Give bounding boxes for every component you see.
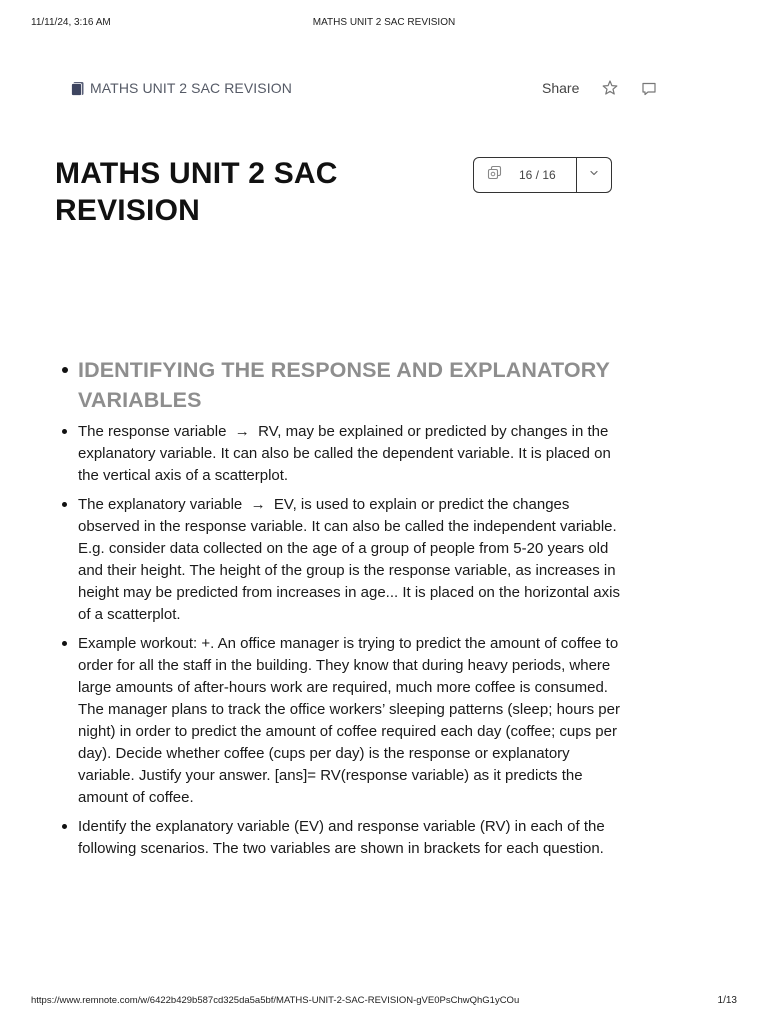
document-content — [62, 355, 622, 867]
flashcard-options-dropdown[interactable] — [576, 158, 611, 192]
print-url: https://www.remnote.com/w/6422b429b587cd325da5a5bf/MATHS-UNIT-2-SAC-REVISION-gVE0PsChwQhG1yCOu — [31, 995, 520, 1006]
list-item-text: The explanatory variable → EV, is used to explain or predict the changes observed in the response variable. It can also be called the independent variable. E.g. consider data collected on the age of a group of people from 5-20 years old and their height. The height of the group is the response variable, as increases in height may be predicted from increases in age... It is placed on the horizontal axis of a scatterplot. — [78, 496, 620, 623]
bullet — [62, 641, 67, 646]
list-item[interactable] — [62, 494, 622, 626]
bullet — [62, 429, 67, 434]
flashcard-counter — [473, 157, 612, 193]
flashcard-practice-button[interactable] — [474, 158, 576, 192]
document-icon — [70, 81, 85, 96]
comment-icon — [640, 86, 658, 101]
document-breadcrumb[interactable] — [70, 80, 292, 96]
list-item-text: Identify the explanatory variable (EV) and response variable (RV) in each of the following scenarios. The two variables are shown in brackets for each question. — [78, 818, 605, 857]
flashcard-count: 16 / 16 — [519, 168, 556, 182]
list-item-text: The response variable → RV, may be explained or predicted by changes in the explanatory variable. It can also be called the dependent variable. It is placed on the vertical axis of a scatterplot. — [78, 423, 611, 484]
favorite-button[interactable] — [601, 79, 619, 97]
print-page-number: 1/13 — [717, 995, 737, 1006]
list-item[interactable] — [62, 816, 622, 860]
breadcrumb-doc-name: MATHS UNIT 2 SAC REVISION — [90, 80, 292, 96]
share-button[interactable]: Share — [542, 80, 580, 96]
print-footer — [0, 995, 768, 1009]
bullet — [62, 502, 67, 507]
bullet — [62, 824, 67, 829]
document-toolbar — [70, 78, 660, 100]
star-icon — [601, 85, 619, 100]
page-title: MATHS UNIT 2 SAC REVISION — [55, 157, 338, 227]
bullet-list — [62, 421, 622, 860]
chevron-down-icon — [588, 166, 600, 184]
list-item-text: Example workout: +. An office manager is trying to predict the amount of coffee to order for all the staff in the building. They know that during heavy periods, where large amounts of after-hours work are required, much more coffee is consumed. The manager plans to track the office workers’ sleeping patterns (sleep; hours per night) in order to predict the amount of coffee required each day (coffee; cups per day). Decide whether coffee (cups per day) is the response or explanatory variable. Justify your answer. [ans]= RV(response variable) as it predicts the amount of coffee. — [78, 635, 620, 806]
bullet — [62, 367, 68, 373]
list-item[interactable] — [62, 633, 622, 809]
section-heading-item[interactable] — [62, 355, 622, 415]
section-heading: IDENTIFYING THE RESPONSE AND EXPLANATORY VARIABLES — [78, 358, 610, 412]
flashcards-icon — [487, 165, 502, 185]
print-datetime: 11/11/24, 3:16 AM — [31, 17, 111, 28]
print-header — [0, 17, 768, 31]
comment-button[interactable] — [640, 80, 658, 98]
print-title: MATHS UNIT 2 SAC REVISION — [312, 17, 456, 28]
list-item[interactable] — [62, 421, 622, 487]
